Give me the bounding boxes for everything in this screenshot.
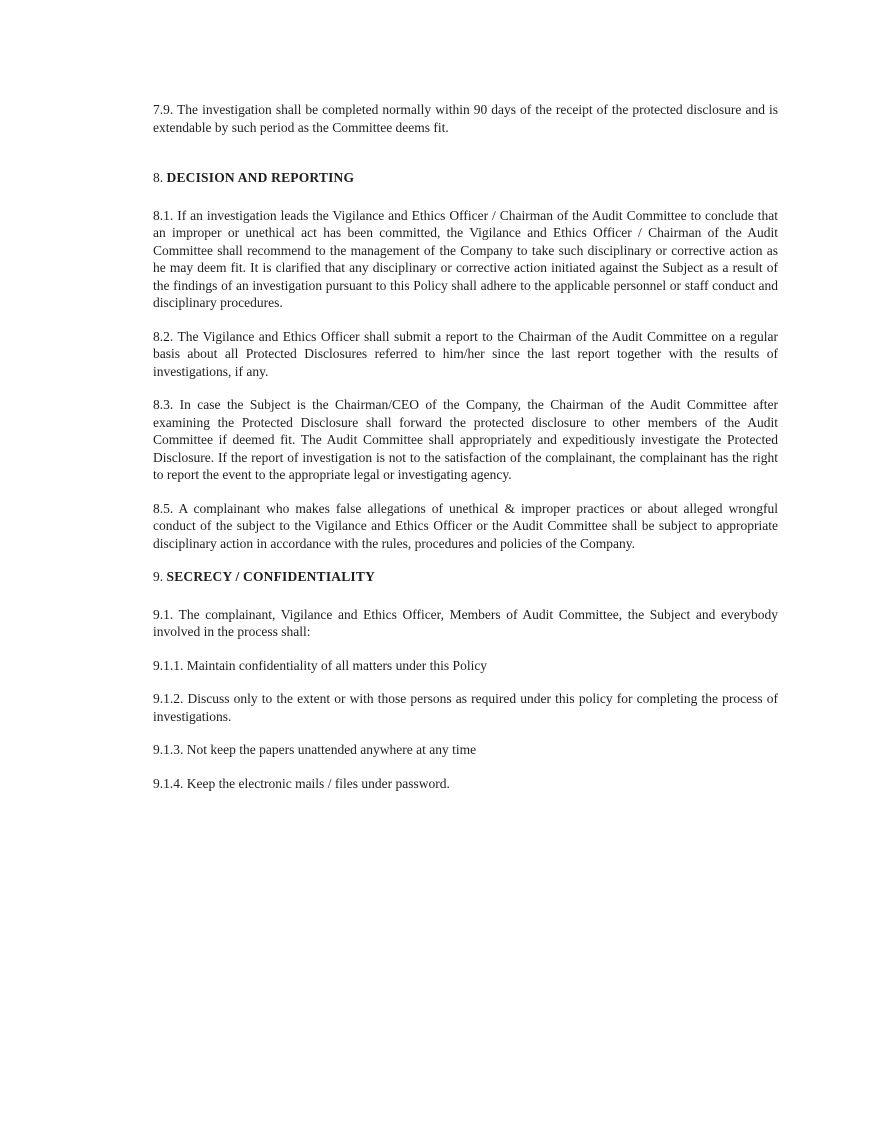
paragraph-9-1-4: 9.1.4. Keep the electronic mails / files under password. — [153, 775, 450, 791]
paragraph-7-9: 7.9. The investigation shall be completed normally within 90 days of the receipt of the protected disclosure and is extendable by such period as the Committee deems fit. — [153, 102, 778, 135]
paragraph-9-1-1: 9.1.1. Maintain confidentiality of all matters under this Policy — [153, 657, 488, 673]
paragraph-9-1: 9.1. The complainant, Vigilance and Ethics Officer, Members of Audit Committee, the Subject and everybody involved in the process shall: — [153, 606, 778, 639]
section-heading-8-number: 8. — [153, 170, 164, 185]
paragraph-9-1-3: 9.1.3. Not keep the papers unattended anywhere at any time — [153, 742, 477, 757]
section-heading-8 — [153, 169, 778, 187]
paragraph-8-5: 8.5. A complainant who makes false allegations of unethical & improper practices or about alleged wrongful conduct of the subject to the Vigilance and Ethics Officer or the Audit Committee shall be subject to appropriate disciplinary action in accordance with the rules, procedures and policies of the Company. — [153, 500, 778, 551]
paragraph-9-1-2: 9.1.2. Discuss only to the extent or with those persons as required under this policy for completing the process of investigations. — [153, 691, 778, 724]
paragraph-8-3: 8.3. In case the Subject is the Chairman/CEO of the Company, the Chairman of the Audit Committee after examining the Protected Disclosure shall forward the protected disclosure to other members of the Audit Committee if deemed fit. The Audit Committee shall appropriately and expeditiously investigate the Protected Disclosure. If the report of investigation is not to the satisfaction of the complainant, the complainant has the right to report the event to the appropriate legal or investigating agency. — [153, 397, 778, 482]
paragraph-8-2: 8.2. The Vigilance and Ethics Officer shall submit a report to the Chairman of the Audit Committee on a regular basis about all Protected Disclosures referred to him/her since the last report together with the results of investigations, if any. — [153, 328, 778, 379]
paragraph-8-1: 8.1. If an investigation leads the Vigilance and Ethics Officer / Chairman of the Audit Committee to conclude that an improper or unethical act has been committed, the Vigilance and Ethics Officer / Chairman of the Audit Committee shall recommend to the management of the Company to take such disciplinary or corrective action as he may deem fit. It is clarified that any disciplinary or corrective action initiated against the Subject as a result of the findings of an investigation pursuant to this Policy shall adhere to the applicable personnel or staff conduct and disciplinary procedures. — [153, 207, 778, 310]
section-heading-8-title: DECISION AND REPORTING — [166, 170, 355, 185]
section-heading-9 — [153, 568, 778, 586]
section-heading-9-title: SECRECY / CONFIDENTIALITY — [166, 569, 376, 584]
section-heading-9-number: 9. — [153, 569, 164, 584]
